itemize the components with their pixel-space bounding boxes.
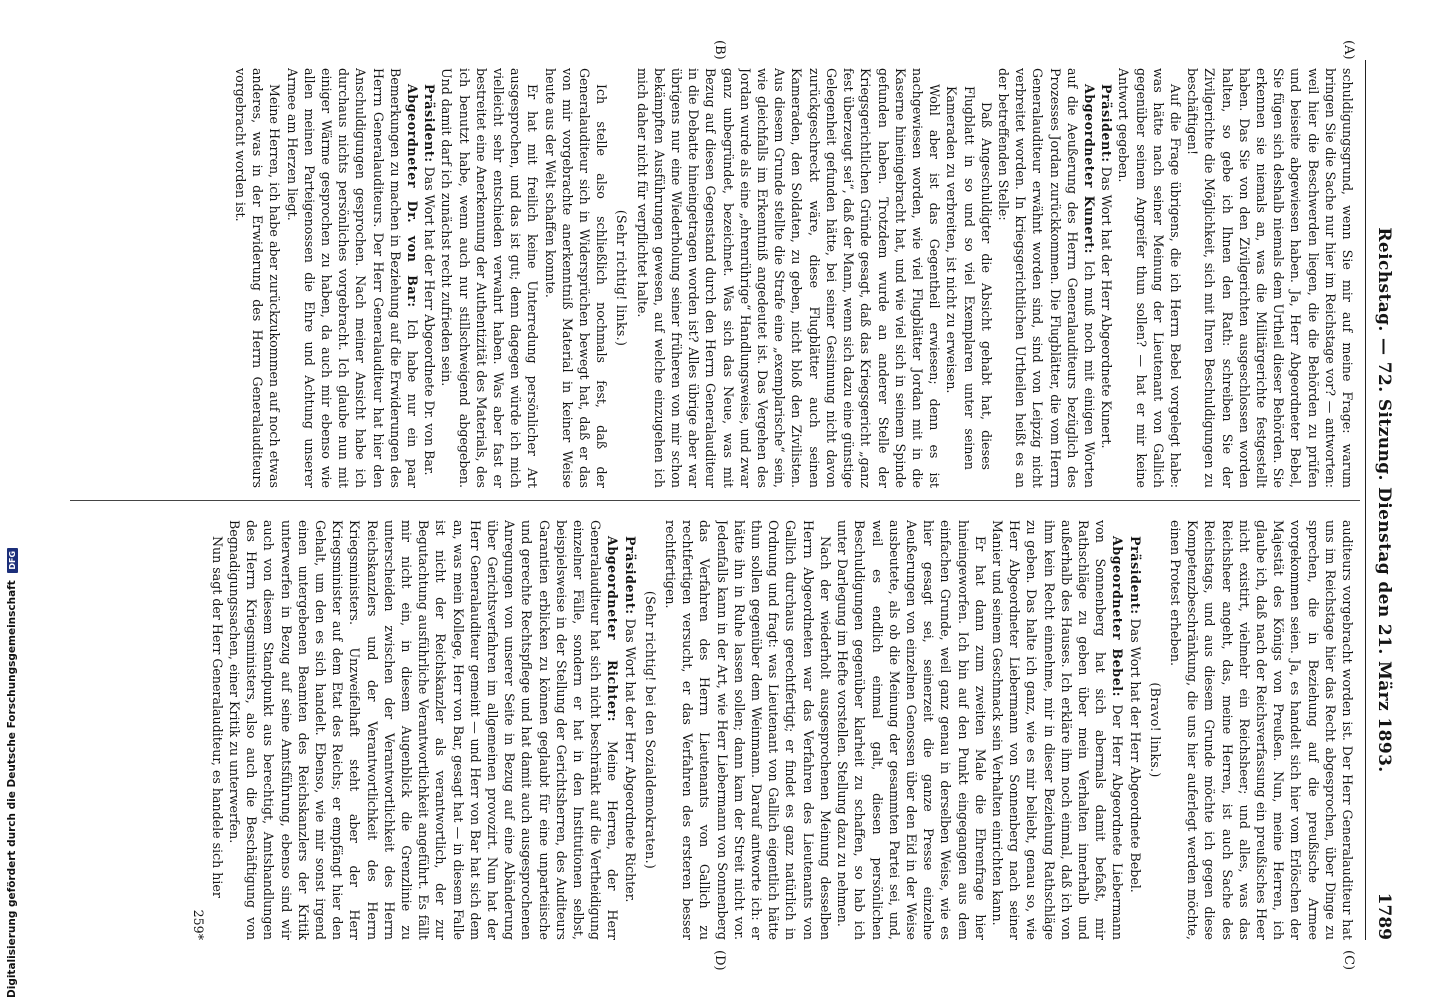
quoted-paragraph: Daß Angeschuldigter die Absicht gehabt hat, dieses Flugblatt in so und so viel Exemplaren unter seinen Kameraden zu verbreiten, ist nicht zu erweisen. — [944, 86, 994, 470]
speaker-name: Abgeordneter Richter: — [605, 536, 621, 723]
speaker-name: Abgeordneter Dr. von Bar: — [405, 84, 421, 308]
speaker-name: Abgeordneter Kunert: — [1081, 84, 1097, 254]
paragraph: Er hat mit freilich keine Unterredung persönlicher Art ausgesprochen, und das ist gut; denn dagegen würde ich mich vielleicht sehr entschieden verwahrt haben. Was aber fast er bestreitet eine Anerkennung der Authentizität des Materials, des ich benutzt habe, wenn auch nur stillschweigend abgegeben. Und damit darf ich zunächst recht zufrieden sein. — [439, 68, 541, 488]
speech-von-bar — [283, 68, 421, 488]
speech-text: Meine Herren, der Herr Generalauditeur hat sich nicht beschränkt auf die Vertheidigung einzelner Fälle, sondern er hat in den Institutionen selbst, beispielsweise in der Stellung der Gerichtsherren, des Auditeurs Garantien erblicken zu können geglaubt für eine unparteiische und gerechte Rechtspflege und hat damit auch ausgesprochenen Anregungen von unserer Seite in Bezug auf eine Abänderung über Gerichtsverfahren im allgemeinen provozirt. Nun hat der Herr Generalauditeur gemeint — und Herr von Bar hat sich dem an, was mein Kollege, Herr von Bar, gesagt hat — in diesem Falle ist nicht der Reichskanzler als verantwortlich, der zur Begutachtung ausführliche Verantwortlichkeit angeführt. Es fällt mir nicht ein, in diesem Augenblick die Grenzlinie zu unterscheiden zwischen der Verantwortlichkeit des Herrn Reichskanzlers und der Verantwortlichkeit des Herrn Kriegsministers. Unzweifelhaft steht aber der Herr Kriegsminister auf dem Etat des Reichs; er empfängt hier den Gehalt, um den es sich handelt. Ebenso, wie mir sonst irgend einen untergebenen Beamten des Reichskanzlers der Kritik unterwerfen in Bezug auf seine Amtsführung, ebenso sind wir auch von diesem Standpunkt aus berechtigt, Amtshandlungen des Herrn Kriegsministers, also auch die Beschäftigung von Begnadigungssachen, einer Kritik zu unterwerfen. — [227, 520, 621, 940]
speech-text: Ich muß noch mit einigen Worten auf die Aeußerung des Herrn Generalauditeurs bezüglich des Prozesses Jordan zurückkommen. Die Flugblätter, die vom Herrn Generalauditeur erwähnt worden sind, sind von Leipzig nicht verbreitet worden. In kriegsgerichtlichen Urtheilen heißt es an der betreffenden Stelle: — [995, 68, 1097, 488]
column-divider — [70, 500, 1360, 501]
header-title: Reichstag. — 72. Sitzung. Dienstag den 21. März 1893. — [1374, 227, 1394, 773]
margin-letter-b: (B) — [712, 40, 727, 60]
speech-text: Das Wort hat der Herr Abgeordnete Richter. — [622, 618, 638, 903]
header-rule — [1365, 60, 1366, 940]
speech-text: Das Wort hat der Herr Abgeordnete Kunert. — [1099, 166, 1115, 449]
speaker-name: Abgeordneter Bebel: — [1110, 536, 1126, 697]
paragraph: schuldigungsgrund, wenn Sie mir auf meine Frage: warum bringen Sie die Sache nur hier im Reichstage vor? — antworten: weil hier die Beschwerden liegen, die die Behörden zu prüfen und beiseite abgewiesen haben. Ja, Herr Abgeordneter Bebel, Sie fügen sich deshalb niemals dem Urtheil dieser Behörden. Sie erkennen sie niemals an, was die Militärgerichte festgestellt haben. Das Sie von den Zivilgerichten ausgeschlossen worden halten, so gebe ich Ihnen den Rath: schreiben Sie der Zivilgerichte die Möglichkeit, sich mit Ihren Beschuldigungen zu beschäftigen! — [1185, 68, 1355, 488]
signature-mark: 259* — [190, 909, 206, 940]
page-number: 1789 — [1374, 892, 1394, 940]
paragraph: auditeurs vorgebracht worden ist. Der Herr Generalauditeur hat uns im Reichstage hier das Recht abgesprochen, über Dinge zu sprechen, die in Beziehung auf die preußische Armee vorgekommen seien. Ja, es handelt sich hier vom Erlöschen der Majestät des Königs von Preußen. Nun, meine Herren, ich glaube ich, daß nach der Reichsverfassung ein preußisches Heer nicht existirt, vielmehr ein Reichsheer; und alles, was das Reichsheer angeht, das, meine Herren, ist auch Sache des Reichstags, und aus diesem Grunde möchte ich gegen diese Kompetenzbeschränkung, die uns hier auferlegt werden möchte, einen Protest erheben. — [1167, 520, 1355, 940]
speech-president-3 — [1126, 520, 1143, 940]
speech-richter — [226, 520, 622, 940]
margin-letter-d: (D) — [712, 950, 727, 971]
paragraph: Er hat dann zum zweiten Male die Ehrenfrage hier hineingeworfen. Ich bin auf den Punkt eingegangen aus dem einfachen Grunde, weil ganz genau in derselben Weise, wie es hier gesagt sei, seinerzeit die ganze Presse einzelne Aeußerungen von einzelnen Genossen über den Eid in der Weise ausbeutete, als ob die Meinung der gesammten Partei sei, und, weil es endlich einmal galt, diesen persönlichen Beschuldigungen gegenüber klarheit zu schaffen, so hab ich unter Darlegung im Hefte vorstellen. Stellung dazu zu nehmen. — [835, 520, 988, 940]
speaker-name: Präsident: — [1099, 84, 1115, 163]
left-column — [56, 68, 1356, 488]
speech-bebel — [989, 520, 1127, 940]
speaker-name: Präsident: — [622, 536, 638, 615]
paragraph: Meine Herren, ich habe aber zurückzukommen auf noch etwas anderes, was in der Erwiderung des Herrn Generalauditeurs vorgebracht worden ist. — [233, 68, 283, 488]
paragraph: Nun sagt der Herr Generalauditeur, es handele sich hier — [209, 536, 225, 898]
speech-text: Das Wort hat der Herr Abgeordnete Bebel. — [1127, 618, 1143, 893]
interjection: (Bravo! links.) — [1147, 682, 1163, 778]
margin-letter-a: (A) — [1341, 40, 1356, 60]
margin-letter-c: (C) — [1341, 950, 1356, 971]
speech-text: Ich habe nur ein paar Bemerkungen zu machen in Beziehung auf die Erwiderungen des Herrn Generalauditeurs. Der Herr Generalauditeur hat hier den Anschuldigungen gesprochen. Nach meiner Ansicht habe ich durchaus nichts persönliches vorgebracht. Ich glaube nun mit einiger Wärme gesprochen zu haben, da auch mir ebenso wie allen meinen Parteigenossen die Ehre und Achtung unserer Armee am Herzen liegt. — [284, 68, 421, 488]
interjection: (Sehr richtig! bei den Sozialdemokraten.) — [642, 590, 658, 870]
right-column — [56, 520, 1356, 940]
paragraph: Auf die Frage übrigens, die ich Herrn Bebel vorgelegt habe: was hätte nach seiner Meinung der Lieutenant von Gallich gegenüber seinem Angreifer thun sollen? — hat er mir keine Antwort gegeben. — [1116, 68, 1183, 488]
speaker-name: Präsident: — [422, 84, 438, 163]
speech-president-1 — [1098, 68, 1115, 488]
paragraph: Wohl aber ist das Gegentheil erwiesen; denn es ist nachgewiesen worden, wie viel Flugblätter Jordan mit in die Kaserne hineingebracht hat, und wie viel sich in seinem Spinde gefunden haben. Trotzdem wurde an anderer Stelle der Kriegsgerichtlichen Gründe gesagt, daß das Kriegsgericht „ganz fest überzeugt sei“, daß der Mann, wenn sich dazu eine günstige Gelegenheit gefunden hätte, bei seiner Gesinnung nicht davon zurückgeschreckt wäre, diese Flugblätter auch seinen Kameraden, den Soldaten, zu geben, nicht bloß den Zivilisten. Aus diesem Grunde stellte die Strafe eine „exemplarische“ sein, wie gleichfalls im Erkenntniß angedeutet ist. Das Vergehen des Jordan wurde als eine „ehrenrührige“ Handlungsweise, und zwar ganz unbegründet, bezeichnet. Was sich das Neue, was mit Bezug auf diesen Gegenstand durch den Herrn Generalauditeur in die Debatte hineingetragen worden ist? Alles übrige aber war übrigens nur eine Wiederholung seiner früheren von mir schon bekämpften Ausführungen gewesen, auf welche einzugehen ich mich daher nicht für verpflichtet halte. — [634, 68, 943, 488]
page-header — [1368, 60, 1394, 940]
speech-text: Das Wort hat der Herr Abgeordnete Dr. von Bar. — [422, 166, 438, 476]
interjection: (Sehr richtig! links.) — [614, 209, 630, 347]
speaker-name: Präsident: — [1127, 536, 1143, 615]
speech-president-4 — [621, 520, 638, 940]
speech-kunert — [995, 68, 1098, 488]
speech-text: Der Herr Abgeordnete Liebermann von Sonnenberg hat sich abermals damit befaßt, mir Rathschläge zu geben über mein Verhalten innerhalb und außerhalb des Hauses. Ich erkläre ihm noch einmal, daß ich von ihm kein Recht einnehme, mir in dieser Beziehung Rathschläge zu geben. Das halte ich ganz, wie es mir beliebt, genau so, wie Herr Abgeordneter Liebermann von Sonnenberg nach seiner Manier und seinem Geschmack sein Verhalten einrichten kann. — [989, 520, 1126, 940]
digitization-footer — [6, 550, 24, 998]
paragraph: Nach der wiederholt ausgesprochenen Meinung desselben Herrn Abgeordneten war das Verfahren des Lieutenants von Gallich durchaus gerechtfertigt; er findet es ganz natürlich in Ordnung und fragt: was Lieutenant von Gallich eigentlich hätte thun sollen gegenüber dem Weinmann. Darauf antworte ich: er hätte ihn in Ruhe lassen sollen; dann kam der Streit nicht vor. Jedenfalls kann in der Art, wie Herr Liebermann von Sonnenberg das Verfahren des Herrn Lieutenants von Gallich zu rechtfertigen versucht, er das Verfahren des ersteren besser rechtfertigen. — [663, 520, 833, 940]
footer-line — [6, 550, 24, 998]
paragraph: Ich stelle also schließlich nochmals fest, daß der Generalauditeur sich in Widersprüchen bewegt hat, daß er das von mir vorgebrachte anerkenntniß Material in keiner Weise heute aus der Welt schaffen konnte. — [542, 68, 610, 488]
speech-president-2 — [421, 68, 438, 488]
footer-text: Digitalisierung gefördert durch die Deutsche Forschungsgemeinschaft — [6, 580, 18, 998]
dfg-logo: DFG — [7, 548, 18, 573]
